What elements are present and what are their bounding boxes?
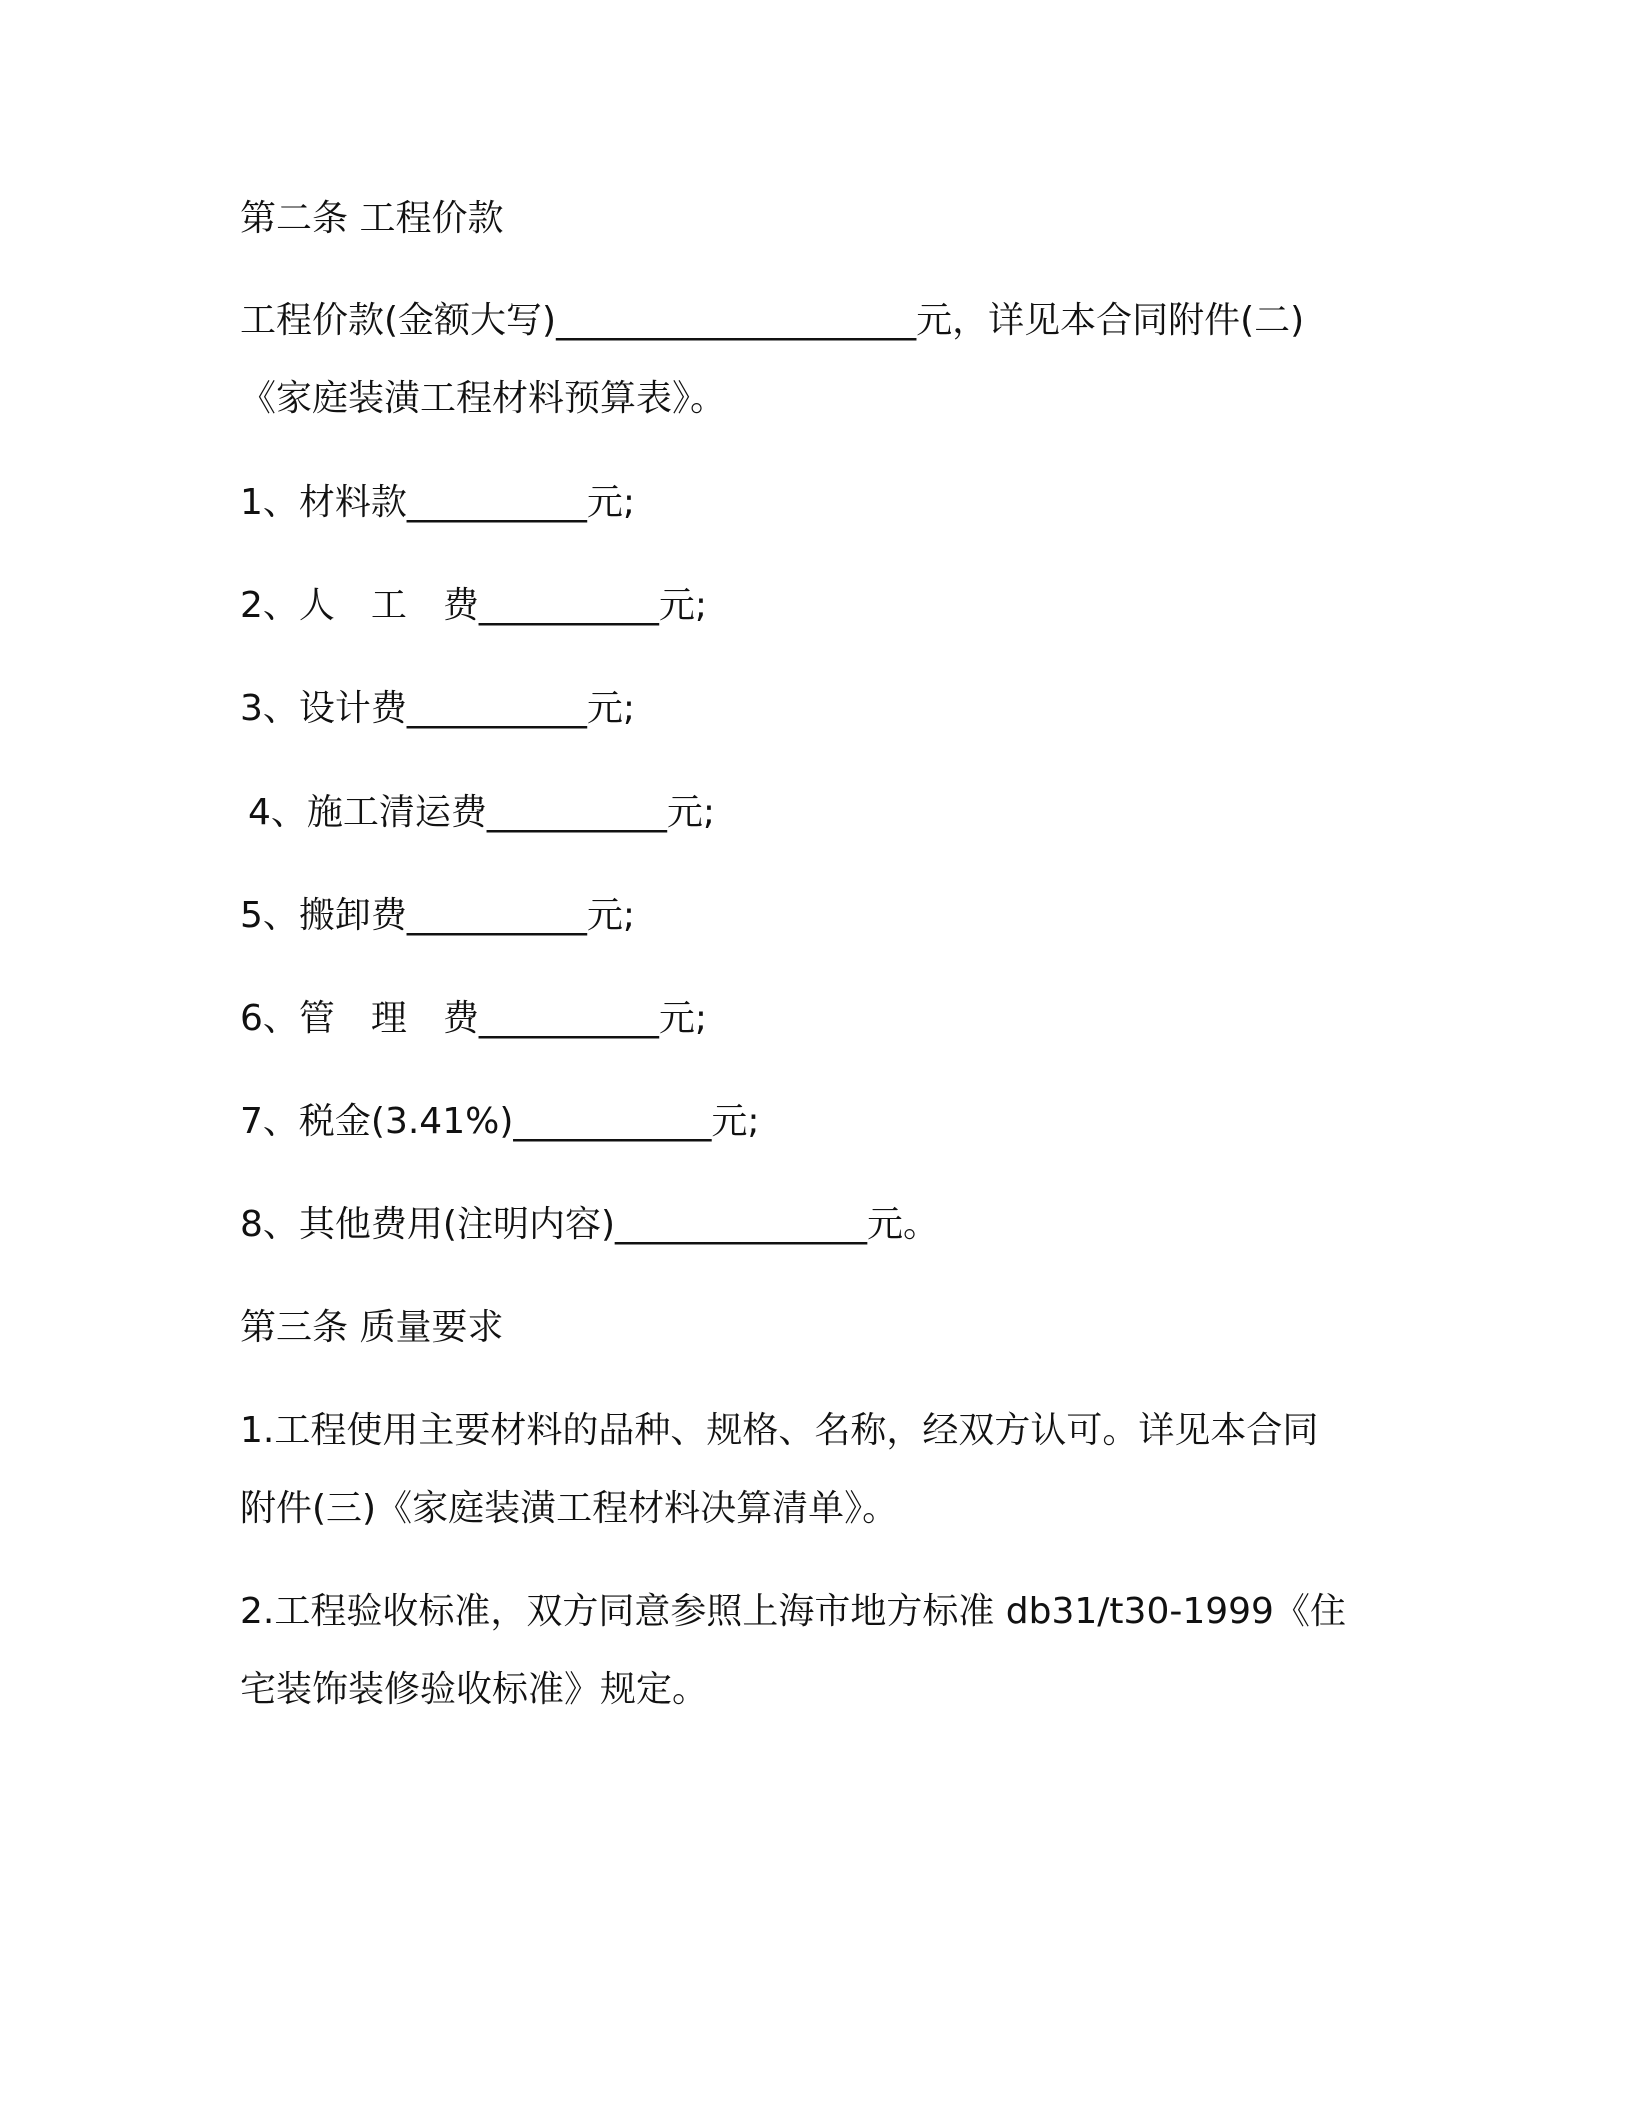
fee-item-cleanup: 4、施工清运费__________元;	[248, 792, 716, 833]
quality-paragraph-2-line-1: 2.工程验收标准，双方同意参照上海市地方标准 db31/t30-1999《住	[240, 1591, 1346, 1632]
fee-item-design: 3、设计费__________元;	[240, 688, 636, 729]
fee-item-labor: 2、人 工 费__________元;	[240, 585, 708, 626]
price-paragraph-line-2: 《家庭装潢工程材料预算表》。	[240, 378, 727, 419]
fee-item-management: 6、管 理 费__________元;	[240, 998, 708, 1039]
fee-item-handling: 5、搬卸费__________元;	[240, 895, 636, 936]
quality-paragraph-2-line-2: 宅装饰装修验收标准》规定。	[240, 1669, 709, 1710]
article-2-heading: 第二条 工程价款	[240, 198, 504, 239]
quality-paragraph-1-line-2: 附件(三)《家庭装潢工程材料决算清单》。	[240, 1488, 899, 1529]
article-3-heading: 第三条 质量要求	[240, 1307, 504, 1348]
price-paragraph-line-1: 工程价款(金额大写)____________________元，详见本合同附件(二)	[240, 300, 1305, 341]
fee-item-tax: 7、税金(3.41%)___________元;	[240, 1101, 760, 1142]
fee-item-material: 1、材料款__________元;	[240, 482, 636, 523]
fee-item-other: 8、其他费用(注明内容)______________元。	[240, 1204, 939, 1245]
quality-paragraph-1-line-1: 1.工程使用主要材料的品种、规格、名称，经双方认可。详见本合同	[240, 1410, 1319, 1451]
